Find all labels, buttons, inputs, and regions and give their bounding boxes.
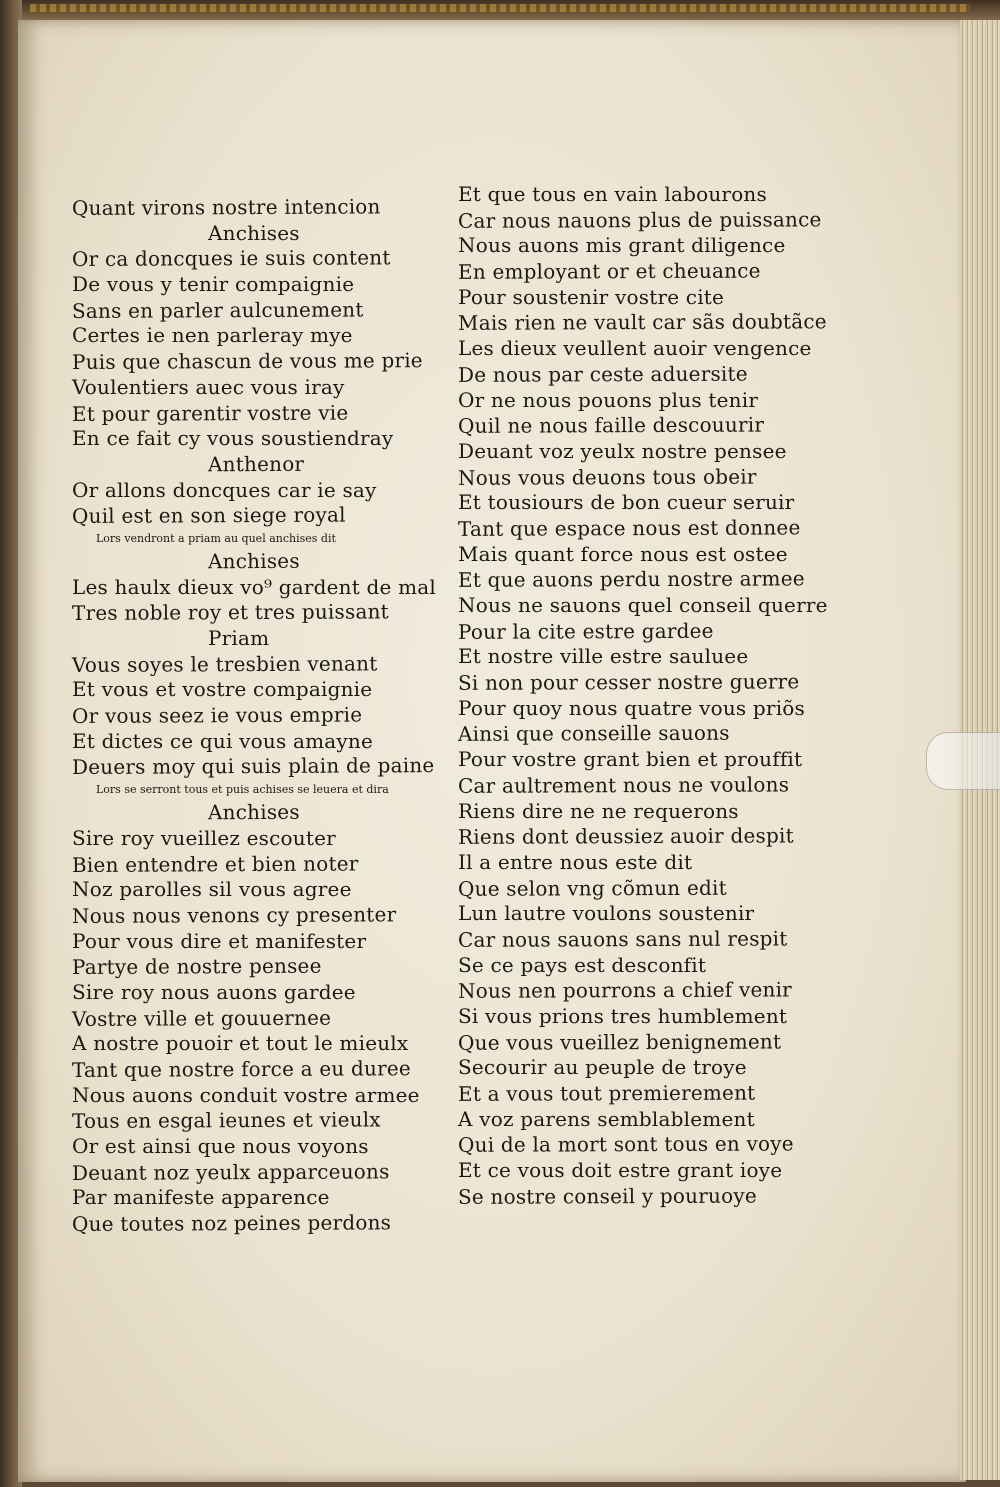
verse-line: Sire roy nous auons gardee xyxy=(72,979,356,1004)
verse-line: Partye de nostre pensee xyxy=(71,953,322,980)
verse-line: Pour quoy nous quatre vous priõs xyxy=(458,695,805,720)
verse-line: Par manifeste apparence xyxy=(72,1185,330,1210)
verse-line: Sans en parler aulcunement xyxy=(71,297,364,323)
verse-line: Or ca doncques ie suis content xyxy=(71,245,391,272)
verse-line: Mais rien ne vault car sãs doubtãce xyxy=(457,309,827,336)
verse-line: Les haulx dieux vo⁹ gardent de mal xyxy=(72,574,437,599)
verse-line: Pour vous dire et manifester xyxy=(72,928,367,953)
verse-line: Deuers moy qui suis plain de paine xyxy=(71,753,435,780)
verse-line: Nous auons mis grant diligence xyxy=(458,233,786,258)
verse-line: A voz parens semblablement xyxy=(458,1106,755,1131)
verse-line: Que vous vueillez benignement xyxy=(457,1029,782,1055)
speaker-name: Anthenor xyxy=(207,451,305,477)
verse-line: A nostre pouoir et tout le mieulx xyxy=(72,1031,409,1056)
verse-line: Se nostre conseil y pouruoye xyxy=(457,1183,757,1209)
speaker-name: Anchises xyxy=(208,220,300,245)
gilt-border-ornament xyxy=(30,4,970,12)
verse-line: Et que auons perdu nostre armee xyxy=(457,566,805,593)
verse-line: Que toutes noz peines perdons xyxy=(71,1210,392,1237)
verse-line: Et dictes ce qui vous amayne xyxy=(72,728,373,753)
verse-line: Il a entre nous este dit xyxy=(458,849,693,874)
speaker-name: Anchises xyxy=(207,548,300,574)
verse-line: Car nous sauons sans nul respit xyxy=(457,926,788,952)
verse-line: Riens dont deussiez auoir despit xyxy=(457,823,794,850)
verse-line: Tant que espace nous est donnee xyxy=(457,515,801,541)
verse-line: Or est ainsi que nous voyons xyxy=(72,1134,369,1159)
verse-line: Car aultrement nous ne voulons xyxy=(457,772,790,798)
verse-line: Deuant noz yeulx apparceuons xyxy=(71,1159,390,1185)
verse-line: Et a vous tout premierement xyxy=(457,1080,756,1106)
verse-line: Et nostre ville estre sauluee xyxy=(458,644,749,669)
verse-line: Qui de la mort sont tous en voye xyxy=(457,1131,794,1158)
verse-line: Tres noble roy et tres puissant xyxy=(71,599,389,626)
verse-line: Ainsi que conseille sauons xyxy=(457,721,730,747)
verse-line: Sire roy vueillez escouter xyxy=(72,825,336,850)
verse-line: Nous vous deuons tous obeir xyxy=(457,464,757,490)
verse-line: Et que tous en vain labourons xyxy=(458,182,767,206)
verse-line: De nous par ceste aduersite xyxy=(457,361,748,387)
verse-line: Voulentiers auec vous iray xyxy=(72,374,345,399)
left-text-column xyxy=(72,195,452,1237)
verse-line: Or vous seez ie vous emprie xyxy=(71,702,363,729)
verse-line: Deuant voz yeulx nostre pensee xyxy=(458,438,787,463)
verse-line: Se ce pays est desconfit xyxy=(458,952,707,977)
speaker-name: Priam xyxy=(208,626,270,650)
stage-direction: Lors se serront tous et puis achises se leuera et dira xyxy=(96,783,389,797)
verse-line: Nous nous venons cy presenter xyxy=(71,902,397,928)
verse-line: Bien entendre et bien noter xyxy=(71,850,359,877)
verse-line: Noz parolles sil vous agree xyxy=(72,877,352,902)
verse-line: En employant or et cheuance xyxy=(457,258,761,284)
verse-line: Secourir au peuple de troye xyxy=(458,1055,747,1080)
speaker-name: Anchises xyxy=(207,799,300,825)
verse-line: Riens dire ne ne requerons xyxy=(458,798,739,823)
verse-line: Et pour garentir vostre vie xyxy=(71,400,349,426)
right-text-column xyxy=(458,182,858,1210)
verse-line: Nous auons conduit vostre armee xyxy=(72,1082,420,1107)
verse-line: Mais quant force nous est ostee xyxy=(458,541,788,566)
verse-line: Pour vostre grant bien et prouffit xyxy=(458,747,803,772)
verse-line: Si non pour cesser nostre guerre xyxy=(457,669,800,695)
stage-direction: Lors vendront a priam au quel anchises dit xyxy=(96,531,336,545)
bookmark-tab[interactable] xyxy=(926,732,1000,790)
verse-line: Pour soustenir vostre cite xyxy=(458,284,725,309)
verse-line: Vous soyes le tresbien venant xyxy=(71,651,378,677)
verse-line: Nous ne sauons quel conseil querre xyxy=(458,593,828,617)
verse-line: Tant que nostre force a eu duree xyxy=(71,1056,411,1082)
verse-line: Quil ne nous faille descouurir xyxy=(457,412,765,439)
verse-line: De vous y tenir compaignie xyxy=(72,272,355,297)
verse-line: Vostre ville et gouuernee xyxy=(71,1005,332,1031)
verse-line: Car nous nauons plus de puissance xyxy=(457,206,822,233)
verse-line: En ce fait cy vous soustiendray xyxy=(72,426,394,451)
verse-line: Et ce vous doit estre grant ioye xyxy=(458,1158,783,1183)
verse-line: Or ne nous pouons plus tenir xyxy=(458,387,759,412)
verse-line: Tous en esgal ieunes et vieulx xyxy=(71,1107,381,1134)
verse-line: Pour la cite estre gardee xyxy=(457,618,714,644)
verse-line: Et tousiours de bon cueur seruir xyxy=(458,490,795,515)
verse-line: Quant virons nostre intencion xyxy=(71,194,381,220)
verse-line: Que selon vng cõmun edit xyxy=(457,875,727,901)
verse-line: Et vous et vostre compaignie xyxy=(72,677,373,702)
verse-line: Lun lautre voulons soustenir xyxy=(458,901,755,926)
verse-line: Nous nen pourrons a chief venir xyxy=(457,977,792,1004)
verse-line: Certes ie nen parleray mye xyxy=(72,323,353,348)
verse-line: Or allons doncques car ie say xyxy=(72,477,377,502)
verse-line: Puis que chascun de vous me prie xyxy=(71,348,423,375)
verse-line: Les dieux veullent auoir vengence xyxy=(458,336,812,361)
verse-line: Quil est en son siege royal xyxy=(71,502,346,529)
verse-line: Si vous prions tres humblement xyxy=(458,1004,788,1028)
